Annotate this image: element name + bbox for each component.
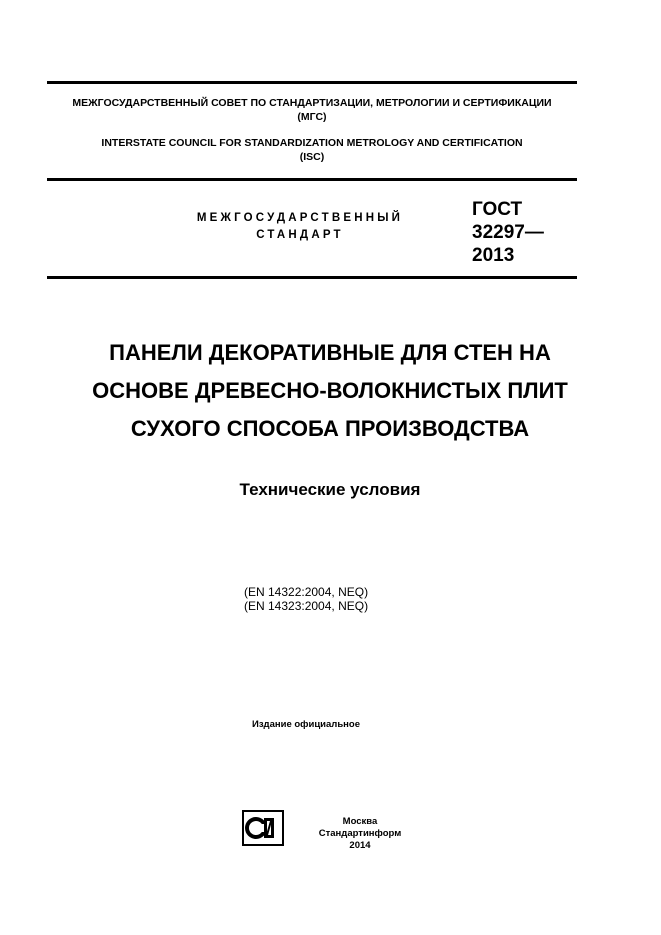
- publisher-name: Стандартинформ: [318, 828, 402, 839]
- council-en-abbr: (ISC): [299, 151, 325, 163]
- council-ru-name: МЕЖГОСУДАРСТВЕННЫЙ СОВЕТ ПО СТАНДАРТИЗАЦИИ, МЕТРОЛОГИИ И СЕРТИФИКАЦИИ: [72, 97, 552, 109]
- publisher-city: Москва: [342, 816, 378, 827]
- top-rule: [47, 81, 577, 84]
- title-line1: ПАНЕЛИ ДЕКОРАТИВНЫЕ ДЛЯ СТЕН НА: [109, 340, 551, 365]
- standard-type-line2: СТАНДАРТ: [256, 229, 344, 241]
- council-ru-abbr: (МГС): [297, 111, 327, 123]
- references: [244, 585, 368, 613]
- publisher-info: [300, 816, 420, 852]
- edition-label: Издание официальное: [252, 719, 360, 730]
- gost-number: 32297—: [472, 222, 544, 243]
- reference-item: (EN 14323:2004, NEQ): [244, 599, 369, 613]
- gost-year: 2013: [472, 245, 515, 266]
- title-line2: ОСНОВЕ ДРЕВЕСНО-ВОЛОКНИСТЫХ ПЛИТ: [92, 378, 568, 403]
- gost-label: ГОСТ: [472, 199, 523, 220]
- reference-item: (EN 14322:2004, NEQ): [244, 585, 369, 599]
- publisher-year: 2014: [349, 840, 371, 851]
- standard-type: [170, 212, 430, 241]
- council-header: [47, 96, 577, 164]
- gost-designation: [472, 198, 544, 267]
- document-title: [40, 334, 620, 448]
- document-subtitle: Технические условия: [239, 480, 421, 499]
- standard-type-line1: МЕЖГОСУДАРСТВЕННЫЙ: [196, 212, 404, 224]
- title-line3: СУХОГО СПОСОБА ПРОИЗВОДСТВА: [130, 416, 530, 441]
- standard-rule: [47, 276, 577, 279]
- council-en-name: INTERSTATE COUNCIL FOR STANDARDIZATION METROLOGY AND CERTIFICATION: [101, 137, 523, 149]
- standartinform-logo-icon: [242, 810, 284, 846]
- council-rule: [47, 178, 577, 181]
